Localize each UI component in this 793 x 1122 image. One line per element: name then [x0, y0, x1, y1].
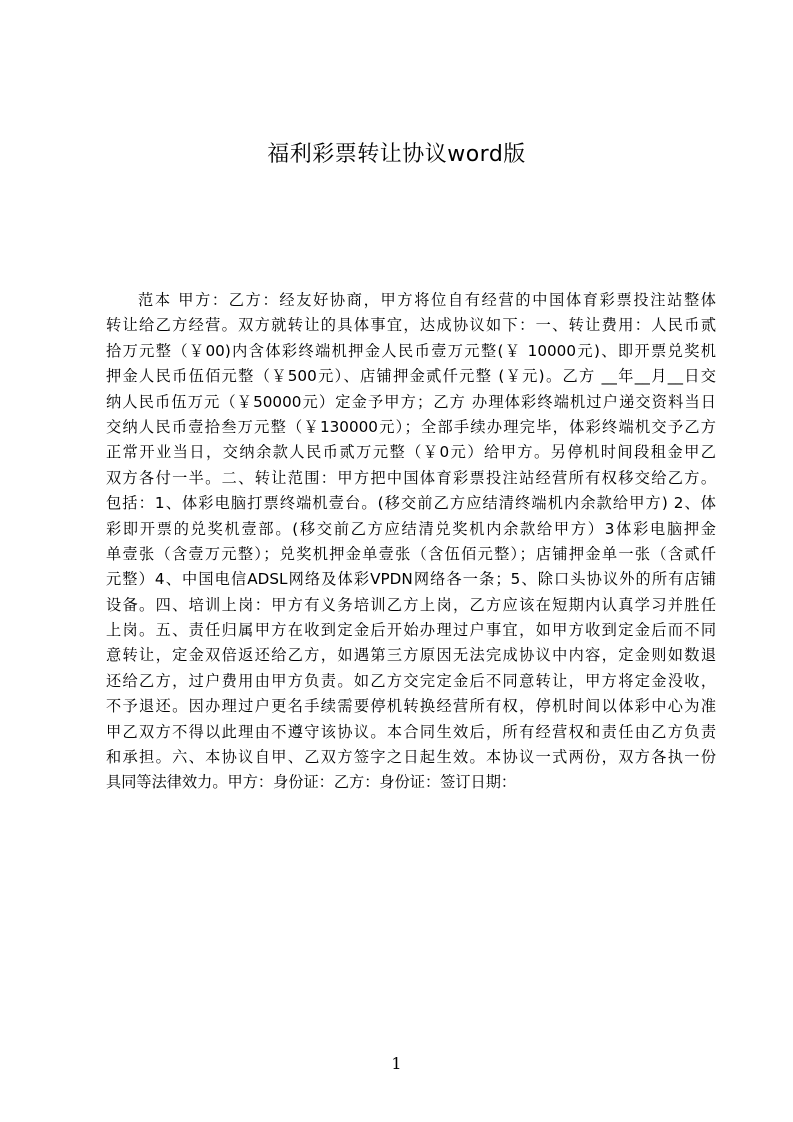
body-line: 正常开业当日，交纳余款人民币贰万元整（￥0元）给甲方。另停机时间段租金甲乙 — [106, 443, 716, 462]
body-line: 具同等法律效力。甲方：身份证：乙方：身份证：签订日期： — [106, 773, 517, 792]
body-line: 双方各付一半。二、转让范围：甲方把中国体育彩票投注站经营所有权移交给乙方。 — [106, 468, 716, 487]
body-line: 纳人民币伍万元（￥50000元）定金予甲方；乙方 办理体彩终端机过户递交资料当日 — [106, 392, 716, 411]
body-line: 甲乙双方不得以此理由不遵守该协议。本合同生效后，所有经营权和责任由乙方负责 — [106, 722, 716, 741]
body-line: 转让给乙方经营。双方就转让的具体事宜，达成协议如下：一、转让费用：人民币贰 — [106, 316, 716, 335]
body-line: 上岗。五、责任归属甲方在收到定金后开始办理过户事宜，如甲方收到定金后而不同 — [106, 621, 716, 640]
body-line: 押金人民币伍佰元整（￥500元）、店铺押金贰仟元整 (￥元)。乙方 __年__月__日交 — [106, 367, 716, 386]
body-line: 和承担。六、本协议自甲、乙双方签字之日起生效。本协议一式两份，双方各执一份 — [106, 748, 716, 767]
body-line: 意转让，定金双倍返还给乙方，如遇第三方原因无法完成协议中内容，定金则如数退 — [106, 646, 716, 665]
body-line: 范本 甲方：乙方：经友好协商，甲方将位自有经营的中国体育彩票投注站整体 — [138, 291, 716, 309]
document-title: 福利彩票转让协议word版 — [267, 142, 526, 167]
body-line: 包括：1、体彩电脑打票终端机壹台。(移交前乙方应结清终端机内余款给甲方) 2、体 — [106, 494, 716, 513]
agreement-body — [106, 288, 716, 796]
body-line: 拾万元整（￥00)内含体彩终端机押金人民币壹万元整(￥ 10000元)、即开票兑奖机 — [106, 341, 716, 360]
body-line: 还给乙方，过户费用由甲方负责。如乙方交完定金后不同意转让，甲方将定金没收， — [106, 671, 716, 690]
body-line: 交纳人民币壹拾叁万元整（￥130000元）；全部手续办理完毕，体彩终端机交予乙方 — [106, 417, 716, 436]
page-number: 1 — [391, 1054, 402, 1073]
body-line: 彩即开票的兑奖机壹部。(移交前乙方应结清兑奖机内余款给甲方）3体彩电脑押金 — [106, 519, 716, 538]
body-line: 元整）4、中国电信ADSL网络及体彩VPDN网络各一条；5、除口头协议外的所有店铺 — [106, 570, 716, 589]
body-line: 单壹张（含壹万元整）；兑奖机押金单壹张（含伍佰元整）；店铺押金单一张（含贰仟 — [106, 544, 716, 563]
body-line: 不予退还。因办理过户更名手续需要停机转换经营所有权，停机时间以体彩中心为准 — [106, 697, 716, 716]
body-line: 设备。四、培训上岗：甲方有义务培训乙方上岗，乙方应该在短期内认真学习并胜任 — [106, 595, 716, 614]
